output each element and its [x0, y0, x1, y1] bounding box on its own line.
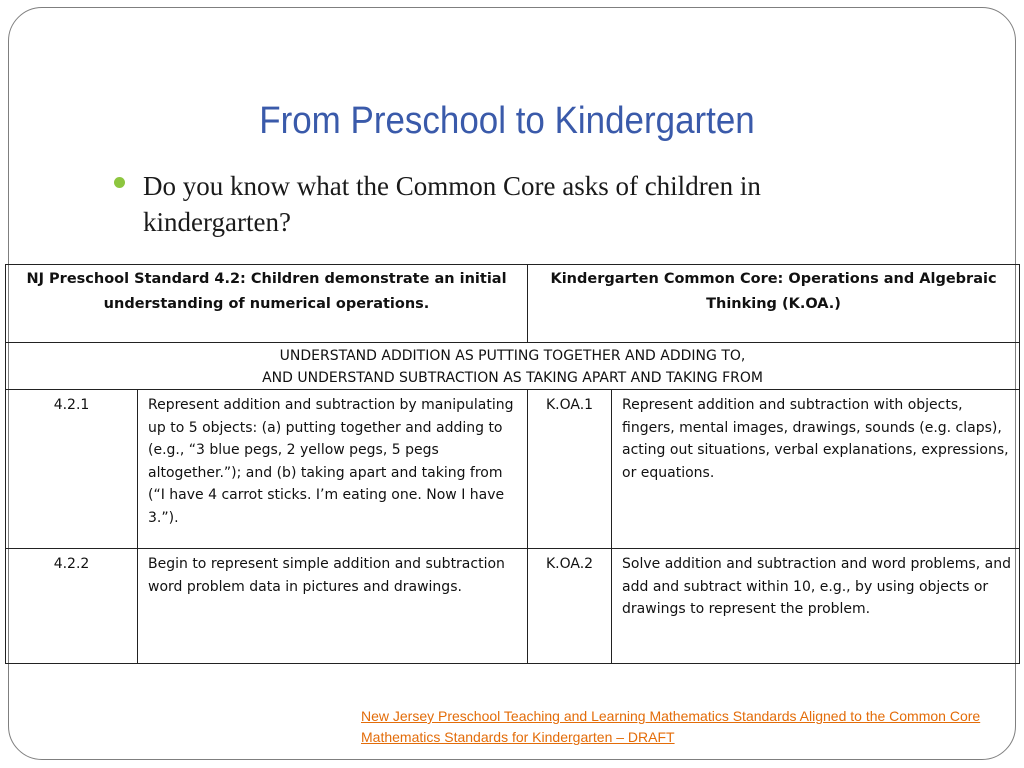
section-row	[6, 343, 1020, 390]
bullet-text: Do you know what the Common Core asks of children in kindergarten?	[143, 171, 761, 237]
section-heading-line-2: AND UNDERSTAND SUBTRACTION AS TAKING APART AND TAKING FROM	[262, 370, 763, 386]
standards-table	[5, 264, 1020, 664]
cc-code-cell: K.OA.1	[528, 390, 612, 549]
cc-description-cell: Solve addition and subtraction and word problems, and add and subtract within 10, e.g., by using objects or drawings to represent the problem.	[612, 549, 1020, 664]
cc-description-cell: Represent addition and subtraction with objects, fingers, mental images, drawings, sounds (e.g. claps), acting out situations, verbal explanations, expressions, or equations.	[612, 390, 1020, 549]
table-row	[6, 549, 1020, 664]
bullet-icon	[114, 177, 125, 188]
nj-description-cell: Begin to represent simple addition and subtraction word problem data in pictures and drawings.	[138, 549, 528, 664]
header-common-core: Kindergarten Common Core: Operations and Algebraic Thinking (K.OA.)	[528, 265, 1020, 343]
nj-code-cell: 4.2.2	[6, 549, 138, 664]
table-row	[6, 390, 1020, 549]
slide-title: From Preschool to Kindergarten	[259, 100, 755, 142]
cc-code-cell: K.OA.2	[528, 549, 612, 664]
section-heading-line-1: UNDERSTAND ADDITION AS PUTTING TOGETHER AND ADDING TO,	[279, 348, 746, 364]
nj-code-cell: 4.2.1	[6, 390, 138, 549]
section-heading	[6, 343, 1020, 390]
header-nj-standard: NJ Preschool Standard 4.2: Children demonstrate an initial understanding of numerical operations.	[6, 265, 528, 343]
nj-description-cell: Represent addition and subtraction by manipulating up to 5 objects: (a) putting together and adding to (e.g., “3 blue pegs, 2 yellow pegs, 5 pegs altogether.”); and (b) taking apart and taking from (“I have 4 carrot sticks. I’m eating one. Now I have 3.”).	[138, 390, 528, 549]
table-header-row	[6, 265, 1020, 343]
source-link[interactable]: New Jersey Preschool Teaching and Learning Mathematics Standards Aligned to the Common Core Mathematics Standards for Kindergarten – DRAFT	[361, 708, 981, 745]
